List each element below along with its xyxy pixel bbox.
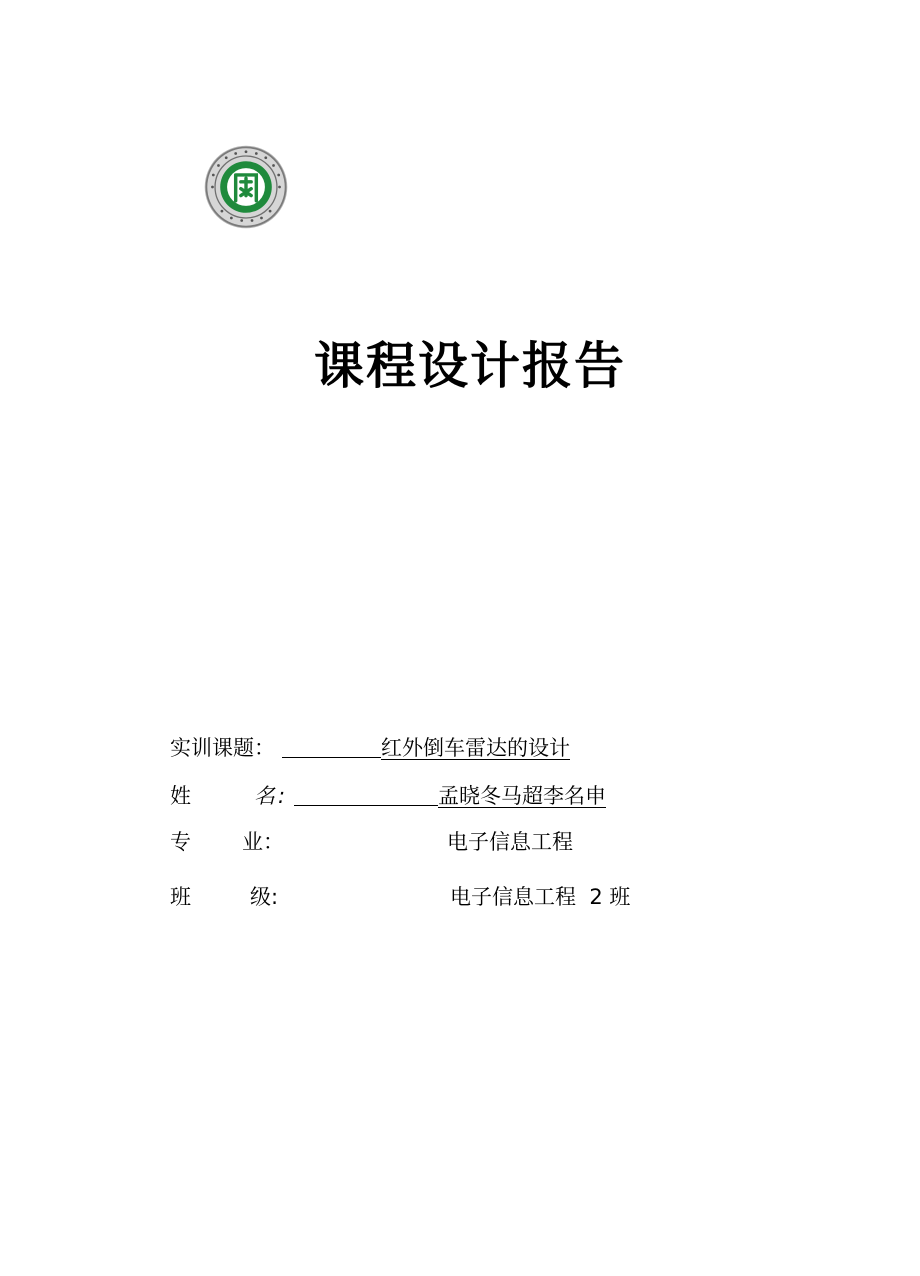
topic-value: 红外倒车雷达的设计 bbox=[381, 736, 570, 760]
topic-field bbox=[170, 732, 600, 764]
topic-label: 实训课题： bbox=[170, 736, 275, 760]
page-title: 课程设计报告 bbox=[314, 337, 626, 395]
class-label-1: 班 bbox=[170, 885, 191, 909]
name-label-2: 名 bbox=[254, 784, 275, 808]
school-logo bbox=[203, 144, 289, 230]
major-value: 电子信息工程 bbox=[447, 830, 573, 854]
major-label-1: 专 bbox=[170, 830, 191, 854]
name-value: 孟晓冬马超李名申 bbox=[438, 784, 606, 808]
class-field bbox=[170, 881, 640, 913]
class-value: 电子信息工程 2 班 bbox=[450, 885, 631, 909]
name-field bbox=[170, 780, 630, 812]
name-colon: : bbox=[278, 784, 286, 808]
major-field bbox=[170, 826, 590, 858]
school-seal-icon bbox=[203, 144, 289, 230]
name-blank-line bbox=[294, 805, 438, 806]
major-label-2: 业： bbox=[242, 830, 284, 854]
name-label-1: 姓 bbox=[170, 784, 191, 808]
class-label-2: 级: bbox=[250, 885, 279, 909]
topic-blank-line bbox=[282, 757, 381, 758]
